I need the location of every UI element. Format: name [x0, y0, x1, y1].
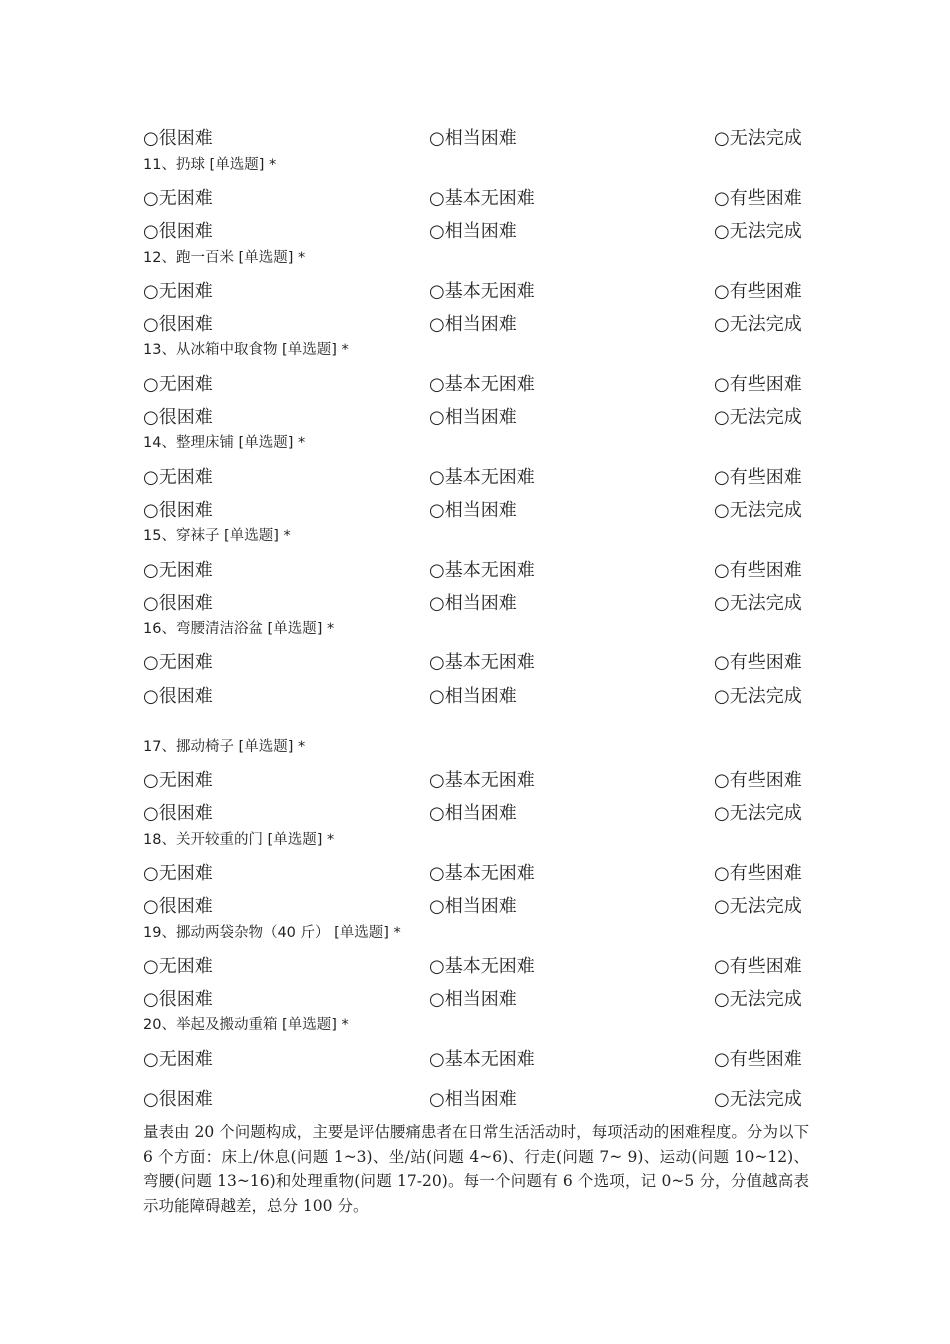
option-row — [143, 952, 823, 982]
option-quite-difficult[interactable]: ○相当困难 — [429, 500, 517, 521]
option-almost-no-difficulty[interactable]: ○基本无困难 — [429, 652, 535, 673]
option-some-difficulty[interactable]: ○有些困难 — [714, 1049, 802, 1070]
option-no-difficulty[interactable]: ○无困难 — [143, 188, 213, 209]
option-row — [143, 463, 823, 493]
option-some-difficulty[interactable]: ○有些困难 — [714, 652, 802, 673]
option-row — [143, 799, 823, 829]
option-unable[interactable]: ○无法完成 — [714, 221, 802, 242]
option-unable[interactable]: ○无法完成 — [714, 686, 802, 707]
question-title: 15、穿袜子 [单选题] * — [143, 528, 291, 544]
option-quite-difficult[interactable]: ○相当困难 — [429, 221, 517, 242]
option-very-difficult[interactable]: ○很困难 — [143, 686, 213, 707]
question-title: 18、关开较重的门 [单选题] * — [143, 832, 335, 848]
question-title: 20、举起及搬动重箱 [单选题] * — [143, 1017, 349, 1033]
option-unable[interactable]: ○无法完成 — [714, 1089, 802, 1110]
option-unable[interactable]: ○无法完成 — [714, 989, 802, 1010]
option-almost-no-difficulty[interactable]: ○基本无困难 — [429, 1049, 535, 1070]
option-row — [143, 859, 823, 889]
option-very-difficult[interactable]: ○很困难 — [143, 128, 213, 149]
option-no-difficulty[interactable]: ○无困难 — [143, 863, 213, 884]
option-row — [143, 892, 823, 922]
option-some-difficulty[interactable]: ○有些困难 — [714, 863, 802, 884]
option-row — [143, 217, 823, 247]
option-quite-difficult[interactable]: ○相当困难 — [429, 896, 517, 917]
option-very-difficult[interactable]: ○很困难 — [143, 1089, 213, 1110]
option-quite-difficult[interactable]: ○相当困难 — [429, 803, 517, 824]
question-title: 11、扔球 [单选题] * — [143, 157, 277, 173]
option-almost-no-difficulty[interactable]: ○基本无困难 — [429, 863, 535, 884]
option-very-difficult[interactable]: ○很困难 — [143, 314, 213, 335]
option-almost-no-difficulty[interactable]: ○基本无困难 — [429, 560, 535, 581]
option-very-difficult[interactable]: ○很困难 — [143, 593, 213, 614]
question-title: 19、挪动两袋杂物（40 斤） [单选题] * — [143, 925, 401, 941]
option-quite-difficult[interactable]: ○相当困难 — [429, 593, 517, 614]
question-title: 17、挪动椅子 [单选题] * — [143, 739, 306, 755]
option-row — [143, 184, 823, 214]
question-title: 13、从冰箱中取食物 [单选题] * — [143, 342, 349, 358]
option-row — [143, 496, 823, 526]
option-no-difficulty[interactable]: ○无困难 — [143, 770, 213, 791]
option-no-difficulty[interactable]: ○无困难 — [143, 652, 213, 673]
option-no-difficulty[interactable]: ○无困难 — [143, 560, 213, 581]
option-almost-no-difficulty[interactable]: ○基本无困难 — [429, 956, 535, 977]
question-title: 16、弯腰清洁浴盆 [单选题] * — [143, 621, 335, 637]
option-no-difficulty[interactable]: ○无困难 — [143, 281, 213, 302]
option-some-difficulty[interactable]: ○有些困难 — [714, 956, 802, 977]
option-almost-no-difficulty[interactable]: ○基本无困难 — [429, 770, 535, 791]
option-some-difficulty[interactable]: ○有些困难 — [714, 467, 802, 488]
option-unable[interactable]: ○无法完成 — [714, 803, 802, 824]
option-no-difficulty[interactable]: ○无困难 — [143, 956, 213, 977]
option-some-difficulty[interactable]: ○有些困难 — [714, 188, 802, 209]
option-very-difficult[interactable]: ○很困难 — [143, 407, 213, 428]
option-row — [143, 589, 823, 619]
option-very-difficult[interactable]: ○很困难 — [143, 989, 213, 1010]
option-quite-difficult[interactable]: ○相当困难 — [429, 407, 517, 428]
option-almost-no-difficulty[interactable]: ○基本无困难 — [429, 374, 535, 395]
option-quite-difficult[interactable]: ○相当困难 — [429, 128, 517, 149]
scale-description: 量表由 20 个问题构成，主要是评估腰痛患者在日常生活活动时，每项活动的困难程度。分为以下 6 个方面：床上/休息(问题 1~3)、坐/站(问题 4~6)、行走(问题 7~ 9)、运动(问题 10~12)、弯腰(问题 13~16)和处理重物(问题 17-20)。每一个问题有 6 个选项，记 0~5 分，分值越高表示功能障碍越差，总分 100 分。 — [143, 1123, 809, 1215]
option-no-difficulty[interactable]: ○无困难 — [143, 1049, 213, 1070]
option-row — [143, 648, 823, 678]
option-row — [143, 985, 823, 1015]
option-some-difficulty[interactable]: ○有些困难 — [714, 374, 802, 395]
option-row — [143, 277, 823, 307]
option-some-difficulty[interactable]: ○有些困难 — [714, 770, 802, 791]
option-almost-no-difficulty[interactable]: ○基本无困难 — [429, 188, 535, 209]
option-unable[interactable]: ○无法完成 — [714, 500, 802, 521]
option-row — [143, 403, 823, 433]
option-row — [143, 124, 823, 154]
option-row — [143, 682, 823, 712]
option-row — [143, 1085, 823, 1115]
option-unable[interactable]: ○无法完成 — [714, 896, 802, 917]
option-row — [143, 1045, 823, 1075]
option-almost-no-difficulty[interactable]: ○基本无困难 — [429, 467, 535, 488]
option-quite-difficult[interactable]: ○相当困难 — [429, 314, 517, 335]
option-row — [143, 370, 823, 400]
option-very-difficult[interactable]: ○很困难 — [143, 896, 213, 917]
option-very-difficult[interactable]: ○很困难 — [143, 500, 213, 521]
option-quite-difficult[interactable]: ○相当困难 — [429, 1089, 517, 1110]
option-row — [143, 556, 823, 586]
option-quite-difficult[interactable]: ○相当困难 — [429, 686, 517, 707]
option-very-difficult[interactable]: ○很困难 — [143, 221, 213, 242]
option-unable[interactable]: ○无法完成 — [714, 314, 802, 335]
question-title: 12、跑一百米 [单选题] * — [143, 250, 306, 266]
option-no-difficulty[interactable]: ○无困难 — [143, 467, 213, 488]
option-quite-difficult[interactable]: ○相当困难 — [429, 989, 517, 1010]
option-no-difficulty[interactable]: ○无困难 — [143, 374, 213, 395]
question-title: 14、整理床铺 [单选题] * — [143, 435, 306, 451]
option-unable[interactable]: ○无法完成 — [714, 593, 802, 614]
option-very-difficult[interactable]: ○很困难 — [143, 803, 213, 824]
option-row — [143, 766, 823, 796]
option-some-difficulty[interactable]: ○有些困难 — [714, 560, 802, 581]
option-row — [143, 310, 823, 340]
option-unable[interactable]: ○无法完成 — [714, 128, 802, 149]
option-unable[interactable]: ○无法完成 — [714, 407, 802, 428]
option-some-difficulty[interactable]: ○有些困难 — [714, 281, 802, 302]
option-almost-no-difficulty[interactable]: ○基本无困难 — [429, 281, 535, 302]
